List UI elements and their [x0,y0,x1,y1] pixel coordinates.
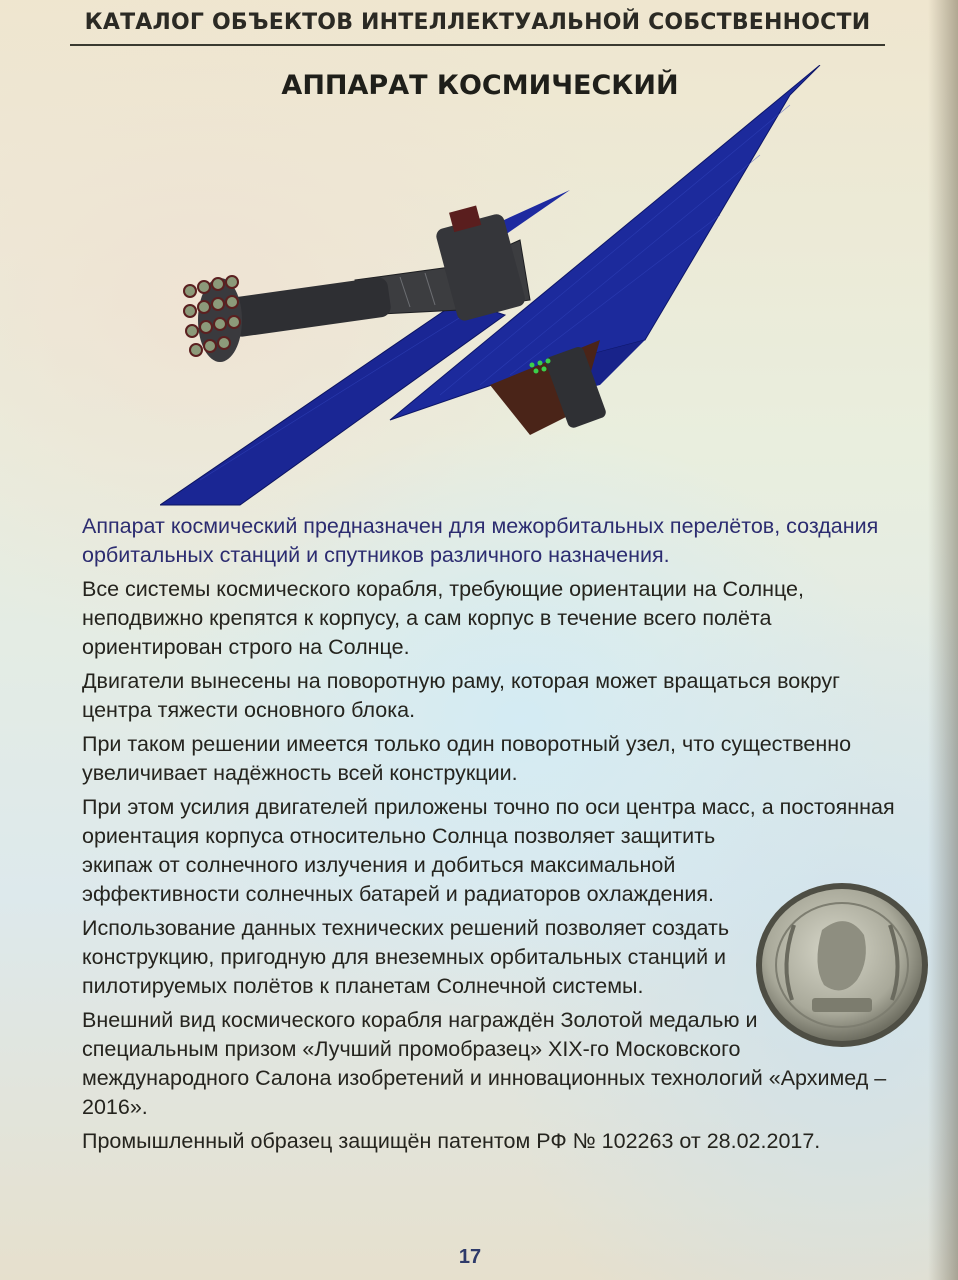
paragraph-award: Внешний вид космического корабля награждён Золотой медалью и специальным призом «Лучший промобразец» XIX-го Московского международного Салона изобретений и инновационных технологий «Архимед – 2016». [82,1008,887,1119]
page-edge-shadow [928,0,958,1280]
page-number: 17 [458,1246,482,1268]
page-title: АППАРАТ КОСМИЧЕСКИЙ [281,70,679,101]
paragraph-forces: При этом усилия двигателей приложены точно по оси центра масс, а постоянная ориентация корпуса относительно Солнца позволяет защитить [82,795,895,848]
header-divider [70,44,885,46]
paragraph-orientation: Все системы космического корабля, требующие ориентации на Солнце, неподвижно крепятся к корпусу, а сам корпус в течение всего полёта ориентирован строго на Солнце. [82,577,804,659]
paragraph-patent: Промышленный образец защищён патентом РФ № 102263 от 28.02.2017. [82,1129,821,1153]
paragraph-applications: Использование данных технических решений позволяет создать конструкцию, пригодную для внеземных орбитальных станций и пилотируемых полётов к планетам Солнечной системы. [82,916,730,998]
paragraph-engines: Двигатели вынесены на поворотную раму, которая может вращаться вокруг центра тяжести основного блока. [82,669,840,722]
medal-image [752,880,932,1050]
intro-paragraph: Аппарат космический предназначен для межорбитальных перелётов, создания орбитальных станций и спутников различного назначения. [82,514,879,567]
boom-cylinder [228,276,392,338]
catalog-header [70,4,885,48]
catalog-title: КАТАЛОГ ОБЪЕКТОВ ИНТЕЛЛЕКТУАЛЬНОЙ СОБСТВЕННОСТИ [84,10,871,35]
paragraph-protection: экипаж от солнечного излучения и добиться максимальной эффективности солнечных батарей и радиаторов охлаждения. [82,853,714,906]
article-body [82,512,897,1161]
paragraph-reliability: При таком решении имеется только один поворотный узел, что существенно увеличивает надёжность всей конструкции. [82,732,852,785]
spacecraft-illustration [160,65,840,515]
